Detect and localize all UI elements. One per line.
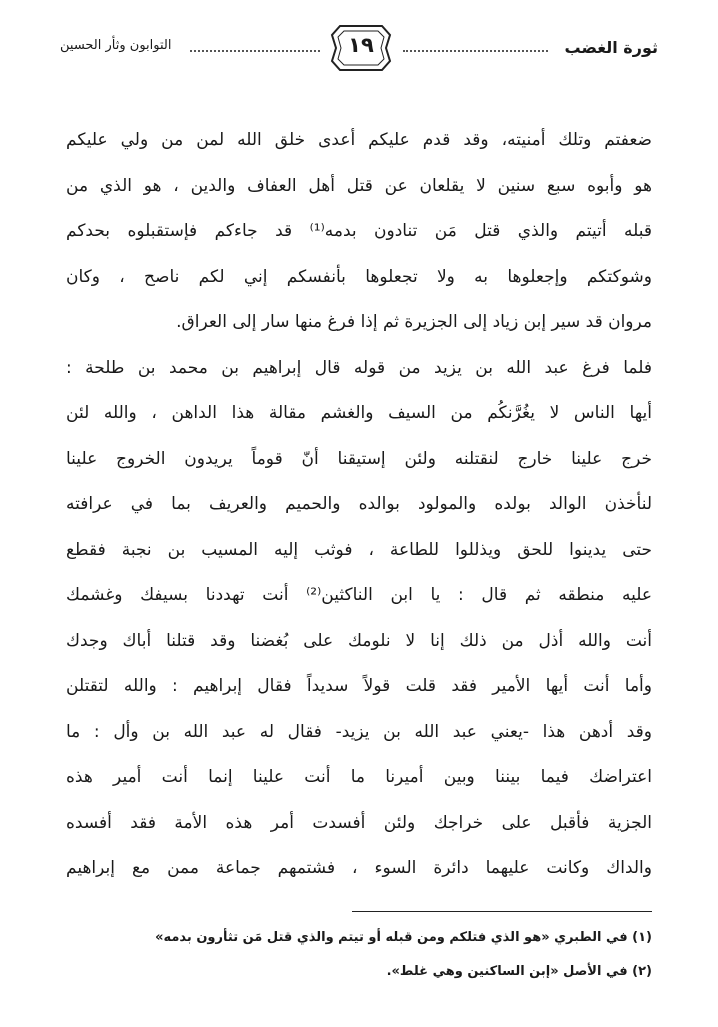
text-line: هو وأبوه سبع سنين لا يقلعان عن قتل أهل العفاف والدين ، هو الذي من xyxy=(66,175,652,196)
header-leader-left xyxy=(190,50,320,52)
footnote-separator xyxy=(352,911,652,912)
text-line: قبله أتيتم والذي قتل مَن تنادون بدمه⁽¹⁾ قد جاءكم فإستقبلوه بحدكم xyxy=(66,221,652,241)
text-line: مروان قد سير إبن زياد إلى الجزيرة ثم إذا فرغ منها سار إلى العراق. xyxy=(176,312,652,332)
text-line: الجزية فأقبل على خراجك ولئن أفسدت أمر هذه الأمة فقد أفسده xyxy=(66,812,652,833)
footnote: (٢) في الأصل «إبن الساكنين وهي غلط». xyxy=(386,964,652,979)
text-line: فلما فرغ عبد الله بن يزيد من قوله قال إبراهيم بن محمد بن طلحة : xyxy=(66,357,652,378)
page-number-badge xyxy=(330,22,392,74)
running-header xyxy=(60,22,658,74)
footnote: (١) في الطبري «هو الذي فتلكم ومن قبله أو تيتم والذي قتل مَن تثأرون بدمه» xyxy=(155,930,652,945)
page-number: ١٩ xyxy=(348,33,374,57)
text-line: وأما أنت أيها الأمير فقد قلت قولاً سديداً فقال إبراهيم : والله لتقتلن xyxy=(66,676,652,696)
main-text xyxy=(66,118,652,892)
text-line: أيها الناس لا يغُرَّنكُم من السيف والغشم مقالة هذا الداهن ، والله لئن xyxy=(66,403,652,423)
text-line: والداك وكانت عليهما دائرة السوء ، فشتمهم جماعة ممن مع إبراهيم xyxy=(66,858,652,878)
text-line: لنأخذن الوالد بولده والمولود بوالده والحميم والعريف بما في عرافته xyxy=(66,494,652,514)
text-line: عليه منطقه ثم قال : يا ابن الناكثين⁽²⁾ أنت تهددنا بسيفك وغشمك xyxy=(66,585,652,605)
text-line: خرج علينا خارج لنقتلنه ولئن إستيقنا أنّ قوماً يريدون الخروج علينا xyxy=(66,448,652,469)
chapter-title: التوابون وثأر الحسين xyxy=(60,38,172,53)
header-leader-right xyxy=(403,50,548,52)
text-line: اعتراضك فيما بيننا وبين أميرنا ما أنت علينا إنما أنت أمير هذه xyxy=(66,767,652,787)
text-line: وشوكتكم وإجعلوها به ولا تجعلوها بأنفسكم إني لكم ناصح ، وكان xyxy=(66,266,652,287)
footnotes xyxy=(66,925,652,993)
book-title: ثورة الغضب xyxy=(564,38,658,57)
text-line: حتى يدينوا للحق ويذللوا للطاعة ، فوثب إليه المسيب بن نجبة فقطع xyxy=(66,539,652,560)
text-line: وقد أدهن هذا -يعني عبد الله بن يزيد- فقال له عبد الله بن وأل : ما xyxy=(66,721,652,742)
text-line: أنت والله أذل من ذلك إنا لا نلومك على بُغضنا وقد قتلنا أباك وجدك xyxy=(66,630,652,651)
text-line: ضعفتم وتلك أمنيته، وقد قدم عليكم أعدى خلق الله لمن من ولي عليكم xyxy=(66,130,652,150)
